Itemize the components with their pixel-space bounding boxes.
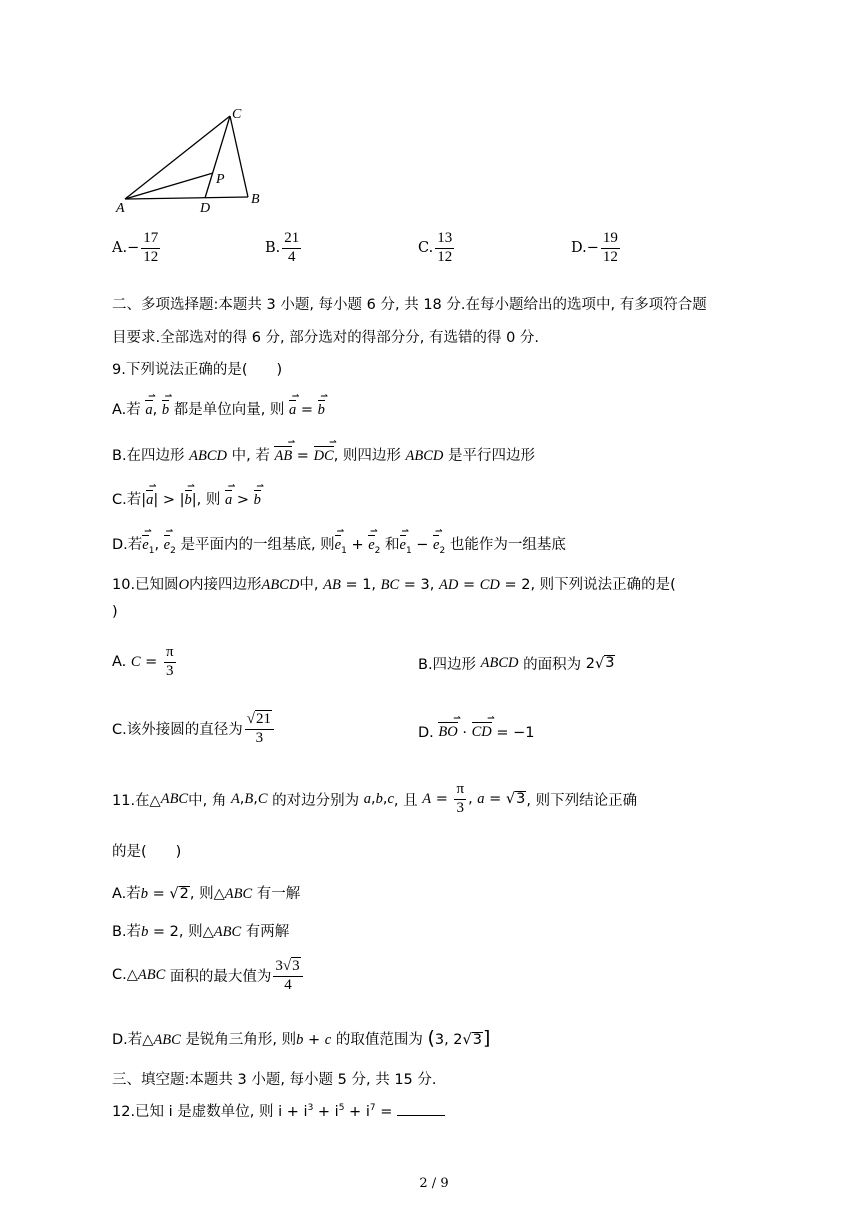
q9-option-b: B.在四边形 ABCD 中, 若 AB ⇀ = DC ⇀, 则四边形 ABCD 是平行四边形 xyxy=(112,444,535,465)
q11-option-d: D.若△ABC 是锐角三角形, 则b + c 的取值范围为 (3, 2√3] xyxy=(112,1027,491,1049)
q11-stem: 11.在△ ABC 中, 角 A , B , C 的对边分别为 a , b , c , 且 A = $\frac{\pi}{3}$ , a = √ 3 , 则下列结论正确 xyxy=(112,781,638,816)
section3-title: 三、填空题:本题共 3 小题, 每小题 5 分, 共 15 分. xyxy=(112,1072,437,1088)
q11-option-a: A.若b = √2, 则△ABC 有一解 xyxy=(112,886,301,902)
section2-line1: 二、多项选择题:本题共 3 小题, 每小题 6 分, 共 18 分.在每小题给出的选项中, 有多项符合题 xyxy=(112,297,707,313)
q12-stem: 12.已知 i 是虚数单位, 则 $i + i^3 + i^5 + i^7$ = xyxy=(112,1100,445,1121)
figure-label-b: B xyxy=(251,192,260,207)
q10-option-b: B.四边形 ABCD 的面积为 2√ 3 xyxy=(418,655,615,673)
q11-stem-2: 的是( ) xyxy=(112,844,182,860)
page-number: 2 / 9 xyxy=(419,1176,449,1191)
q10-stem-close: ) xyxy=(112,604,118,620)
q8-option-c: C. $\frac{13}{12}$ xyxy=(418,230,453,265)
figure-label-a: A xyxy=(116,201,125,216)
q9-stem: 9.下列说法正确的是( ) xyxy=(112,362,283,378)
triangle-figure xyxy=(110,100,280,220)
q10-stem: 10.已知圆O内接四边形ABCD中, AB = 1, BC = 3, AD = CD = 2, 则下列说法正确的是( xyxy=(112,577,676,593)
q12-answer-blank[interactable] xyxy=(397,1101,445,1116)
q8-option-d: D. − $\frac{19}{12}$ xyxy=(571,230,618,265)
q10-option-c: C.该外接圆的直径为 $\frac{√21}{3}$ xyxy=(112,710,276,747)
section2-line2: 目要求.全部选对的得 6 分, 部分选对的得部分分, 有选错的得 0 分. xyxy=(112,330,540,346)
q8-option-a: A. − $\frac{17}{12}$ xyxy=(112,230,159,265)
q11-option-b: B.若b = 2, 则△ABC 有两解 xyxy=(112,924,290,940)
q11-option-c: C.△ ABC 面积的最大值为 $\frac{3√3}{4}$ xyxy=(112,957,305,994)
q8-option-b: B. $\frac{21}{4}$ xyxy=(265,230,300,265)
q10-option-a: A. C = $\frac{\pi}{3}$ xyxy=(112,644,174,679)
figure-label-d: D xyxy=(200,201,211,216)
q9-option-a: A.若 a ⇀, b ⇀ 都是单位向量, 则 a ⇀ = b ⇀ xyxy=(112,398,325,419)
figure-label-c: C xyxy=(232,107,242,122)
q9-option-c: C.若|a ⇀| > |b ⇀|, 则 a ⇀ > b ⇀ xyxy=(112,488,261,509)
figure-label-p: P xyxy=(216,172,225,187)
q10-option-d: D. BO ⇀ · CD ⇀ = −1 xyxy=(418,724,534,741)
q9-option-d: D.若e $⇀_1$, e $⇀_2$ 是平面内的一组基底, 则e $⇀_1 + e$ $⇀_2$ 和e $⇀_1 - e$ $⇀_2$ 也能作为一组基底 xyxy=(112,533,566,556)
